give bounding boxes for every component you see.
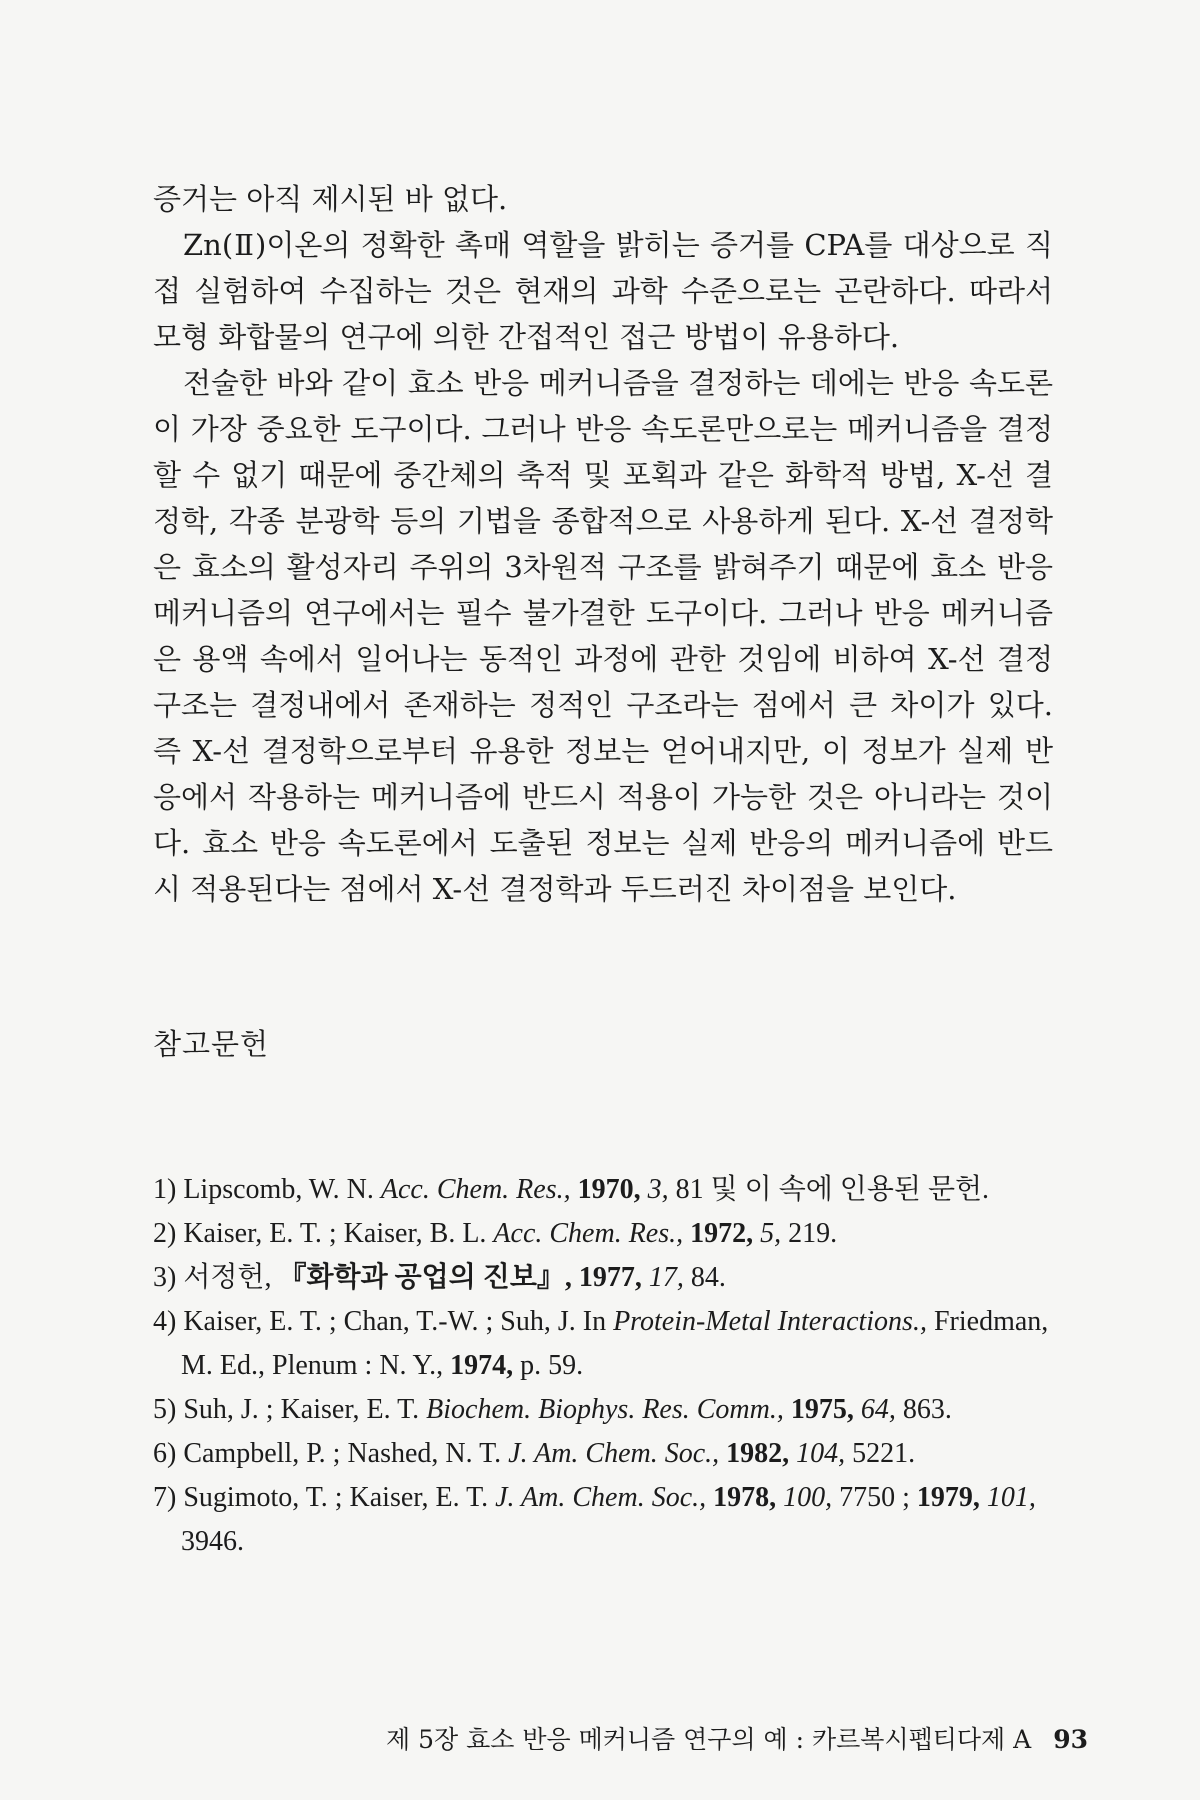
body-text — [153, 176, 1053, 912]
reference-5: 5) Suh, J. ; Kaiser, E. T. Biochem. Biophys. Res. Comm., 1975, 64, 863. — [153, 1394, 952, 1425]
paragraph-continuation: 증거는 아직 제시된 바 없다. — [153, 182, 508, 216]
reference-1: 1) Lipscomb, W. N. Acc. Chem. Res., 1970, 3, 81 및 이 속에 인용된 문헌. — [153, 1174, 990, 1205]
reference-7: 7) Sugimoto, T. ; Kaiser, E. T. J. Am. Chem. Soc., 1978, 100, 7750 ; 1979, 101, 3946. — [153, 1482, 1036, 1557]
references-heading: 참고문헌 — [153, 1027, 270, 1061]
page-footer — [386, 1720, 1089, 1756]
reference-2: 2) Kaiser, E. T. ; Kaiser, B. L. Acc. Chem. Res., 1972, 5, 219. — [153, 1218, 838, 1249]
paragraph-zn-role: Zn(Ⅱ)이온의 정확한 촉매 역할을 밝히는 증거를 CPA를 대상으로 직접 실험하여 수집하는 것은 현재의 과학 수준으로는 곤란하다. 따라서 모형 화합물의 연구에 의한 간접적인 접근 방법이 유용하다. — [153, 228, 1053, 354]
reference-4: 4) Kaiser, E. T. ; Chan, T.-W. ; Suh, J. In Protein-Metal Interactions., Friedman, M. Ed., Plenum : N. Y., 1974, p. 59. — [153, 1306, 1049, 1381]
reference-6: 6) Campbell, P. ; Nashed, N. T. J. Am. Chem. Soc., 1982, 104, 5221. — [153, 1438, 916, 1469]
paragraph-kinetics-xray: 전술한 바와 같이 효소 반응 메커니즘을 결정하는 데에는 반응 속도론이 가장 중요한 도구이다. 그러나 반응 속도론만으로는 메커니즘을 결정할 수 없기 때문에 중간체의 축적 및 포획과 같은 화학적 방법, X-선 결정학, 각종 분광학 등의 기법을 종합적으로 사용하게 된다. X-선 결정학은 효소의 활성자리 주위의 3차원적 구조를 밝혀주기 때문에 효소 반응 메커니즘의 연구에서는 필수 불가결한 도구이다. 그러나 반응 메커니즘은 용액 속에서 일어나는 동적인 과정에 관한 것임에 비하여 X-선 결정 구조는 결정내에서 존재하는 정적인 구조라는 점에서 큰 차이가 있다. 즉 X-선 결정학으로부터 유용한 정보는 얻어내지만, 이 정보가 실제 반응에서 작용하는 메커니즘에 반드시 적용이 가능한 것은 아니라는 것이다. 효소 반응 속도론에서 도출된 정보는 실제 반응의 메커니즘에 반드시 적용된다는 점에서 X-선 결정학과 두드러진 차이점을 보인다. — [153, 366, 1053, 906]
references-list — [153, 1168, 1053, 1564]
reference-3: 3) 서정헌, 『화학과 공업의 진보』, 1977, 17, 84. — [153, 1262, 726, 1293]
page-number: 93 — [1053, 1725, 1089, 1754]
running-footer-chapter: 제 5장 효소 반응 메커니즘 연구의 예 : 카르복시펩티다제 A — [386, 1725, 1032, 1754]
